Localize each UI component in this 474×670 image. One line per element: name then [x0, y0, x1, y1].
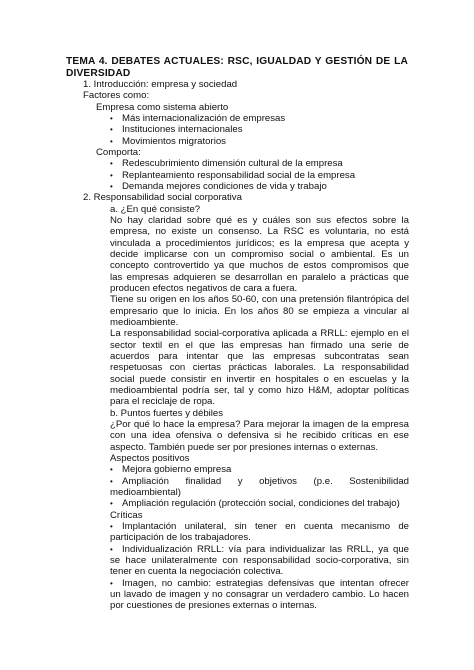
paragraph-line: medioambiental podría ser, tal y como hizo H&M, adoptar políticas [110, 385, 409, 396]
bullet-icon: • [110, 477, 113, 486]
bullet-icon: • [110, 114, 113, 123]
paragraph-line: ¿Por qué lo hace la empresa? Para mejorar la imagen de la empresa [110, 419, 409, 430]
bullet-icon: • [110, 579, 113, 588]
bullet-icon: • [110, 545, 113, 554]
bullet-icon: • [110, 171, 113, 180]
list-item-continuation: tener en cuenta la negociación colectiva. [110, 566, 284, 577]
paragraph-line: No hay claridad sobre qué es y cuáles son sus efectos sobre la [110, 215, 409, 226]
paragraph-line: respetuosas con ciertas prácticas laborales. La responsabilidad [110, 362, 409, 373]
bullet-icon: • [110, 522, 113, 531]
paragraph-line: con una idea ofensiva o defensiva si he recibido críticas en ese [110, 430, 409, 441]
list-item: Replanteamiento responsabilidad social de la empresa [122, 170, 356, 181]
bullet-icon: • [110, 499, 113, 508]
paragraph-line: producen efectos negativos de cara a fuera. [110, 283, 298, 294]
text-line: Empresa como sistema abierto [96, 102, 229, 113]
list-item: Mejora gobierno empresa [122, 464, 232, 475]
paragraph-line: social puede consistir en invertir en hospitales o en escuelas y la [110, 374, 409, 385]
list-item-continuation: un lavado de imagen y no consagrar un verdadero cambio. Lo hacen [110, 589, 409, 600]
bullet-icon: • [110, 159, 113, 168]
text-line: Críticas [110, 510, 143, 521]
section-2-heading: 2. Responsabilidad social corporativa [83, 192, 242, 203]
bullet-icon: • [110, 125, 113, 134]
list-item: Imagen, no cambio: estrategias defensivas que intentan ofrecer [122, 578, 409, 589]
text-line: Comporta: [96, 147, 141, 158]
paragraph-line: empresario que lo inicia. En los años 80 se empieza a vincular al [110, 306, 409, 317]
paragraph-line: para el reciclaje de ropa. [110, 396, 216, 407]
paragraph-line: sector textil en el que las empresas han firmado una serie de [110, 340, 409, 351]
list-item: Demanda mejores condiciones de vida y trabajo [122, 181, 327, 192]
paragraph-line: vinculada a procedimientos jurídicos; es la empresa que acepta y [110, 238, 409, 249]
text-line: Aspectos positivos [110, 453, 190, 464]
list-item-continuation: participación de los trabajadores. [110, 532, 251, 543]
list-item: Instituciones internacionales [122, 124, 243, 135]
text-line: Factores como: [83, 90, 150, 101]
paragraph-line: La responsabilidad social-corporativa aplicada a RRLL: ejemplo en el [110, 328, 409, 339]
paragraph-line: empresa, no existe un consenso. La RSC es voluntaria, no está [110, 226, 409, 237]
list-item: Más internacionalización de empresas [122, 113, 286, 124]
list-item: Ampliación regulación (protección social, condiciones del trabajo) [122, 498, 400, 509]
paragraph-line: acuerdos para intentar que las empresas subcontratas sean [110, 351, 409, 362]
paragraph-line: aspecto. También puede ser por presiones internas o externas. [110, 442, 379, 453]
list-item: Individualización RRLL: vía para individualizar las RRLL, ya que [122, 544, 409, 555]
bullet-icon: • [110, 182, 113, 191]
list-item-continuation: por cuestiones de presiones externas o internas. [110, 600, 317, 611]
subsection-heading: b. Puntos fuertes y débiles [110, 408, 224, 419]
list-item: Movimientos migratorios [122, 136, 226, 147]
subsection-heading: a. ¿En qué consiste? [110, 204, 201, 215]
document-title: TEMA 4. DEBATES ACTUALES: RSC, IGUALDAD Y GESTIÓN DE LA DIVERSIDAD [66, 56, 408, 79]
paragraph-line: las empresas adquieren se desarrollan en paralelo a prácticas que [110, 272, 409, 283]
list-item-continuation: medioambiental) [110, 487, 181, 498]
paragraph-line: Tiene su origen en los años 50-60, con una pretensión filantrópica del [110, 294, 409, 305]
list-item: Redescubrimiento dimensión cultural de la empresa [122, 158, 343, 169]
section-1-heading: 1. Introducción: empresa y sociedad [83, 79, 238, 90]
list-item: Ampliación finalidad y objetivos (p.e. Sostenibilidad [122, 476, 409, 487]
list-item-continuation: se hace unilateralmente con responsabilidad socio-corporativa, sin [110, 555, 409, 566]
paragraph-line: medioambiente. [110, 317, 179, 328]
list-item: Implantación unilateral, sin tener en cuenta mecanismo de [122, 521, 409, 532]
paragraph-line: concepto controvertido ya que muchos de estos compromisos que [110, 260, 409, 271]
bullet-icon: • [110, 465, 113, 474]
bullet-icon: • [110, 137, 113, 146]
paragraph-line: decide implicarse con un compromiso social o ambiental. Es un [110, 249, 409, 260]
